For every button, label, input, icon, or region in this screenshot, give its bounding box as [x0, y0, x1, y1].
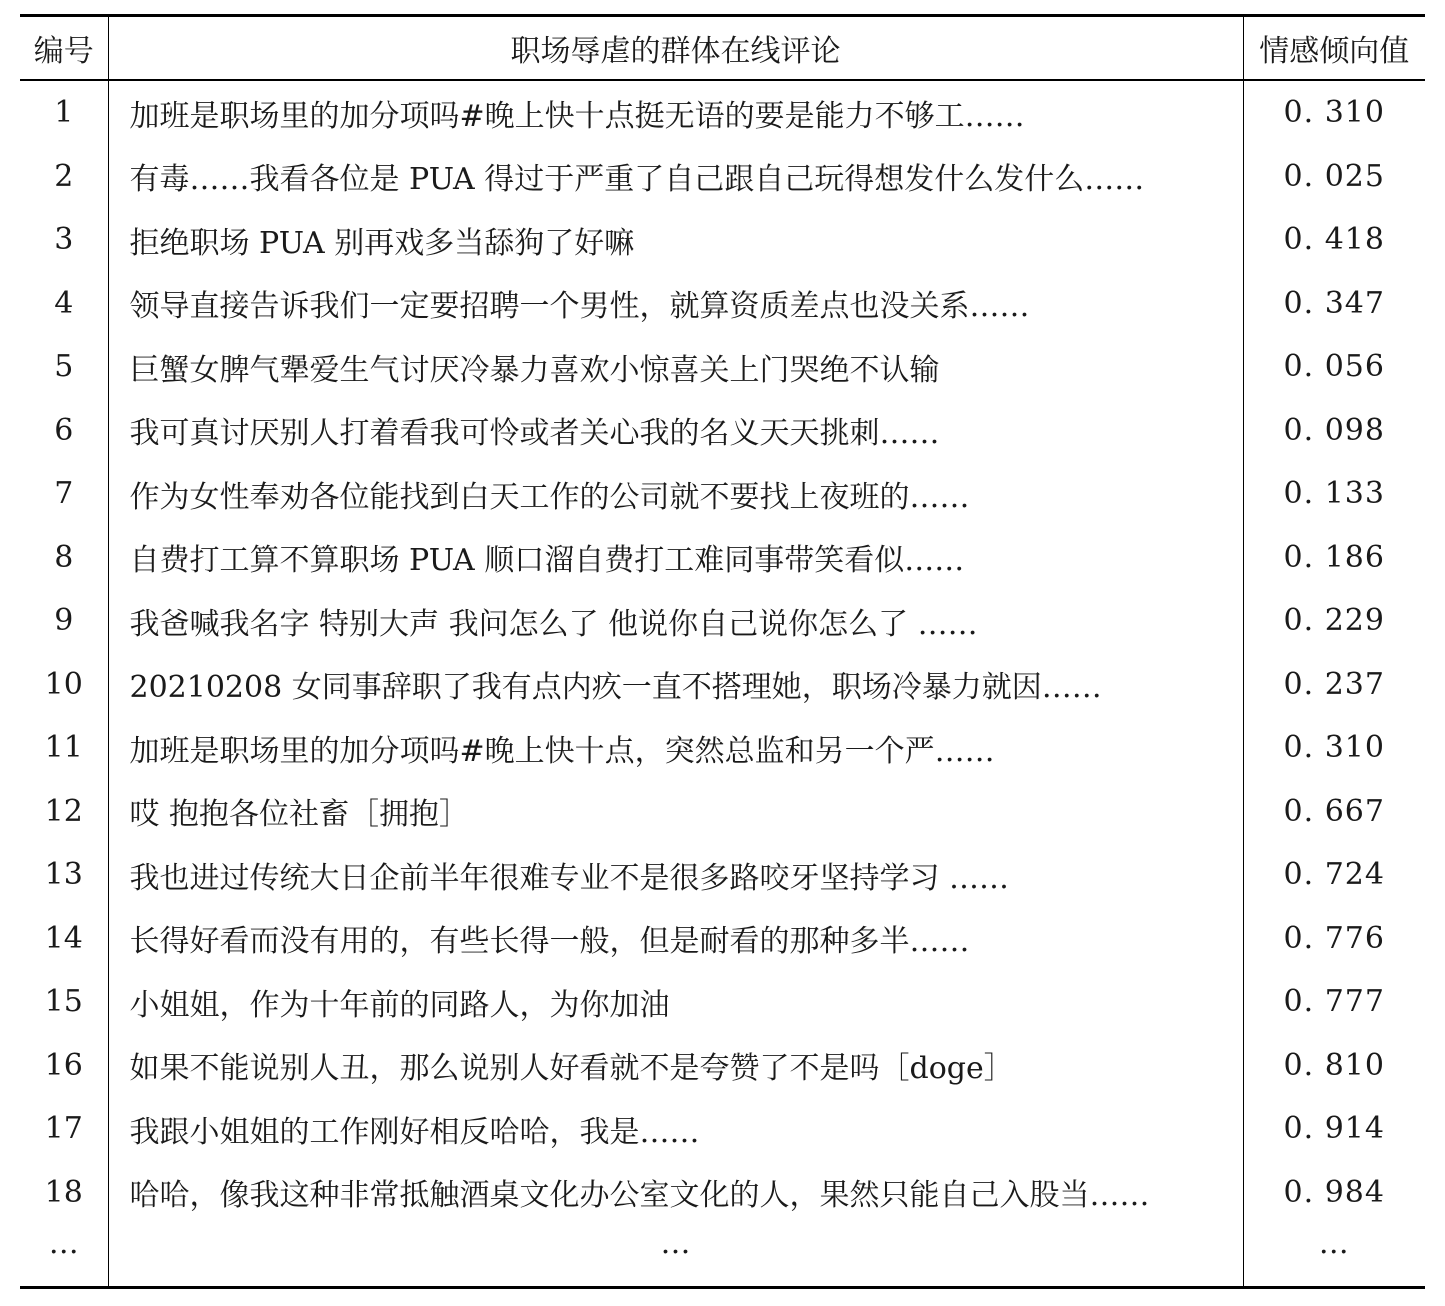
row-score: 0. 186 — [1283, 539, 1385, 575]
table-row — [20, 716, 1425, 780]
header-score: 情感倾向值 — [1259, 34, 1410, 69]
row-id: 18 — [20, 1161, 108, 1225]
row-id: 13 — [20, 843, 108, 907]
table-row-ellipsis — [20, 1224, 1425, 1288]
row-id: 2 — [20, 145, 108, 209]
row-comment: 加班是职场里的加分项吗#晚上快十点，突然总监和另一个严…… — [108, 716, 1243, 780]
table-row — [20, 399, 1425, 463]
row-score: 0. 667 — [1283, 793, 1385, 829]
row-comment-ellipsis: … — [108, 1224, 1243, 1288]
header-id: 编号 — [20, 16, 108, 81]
row-score: 0. 237 — [1283, 666, 1385, 702]
comments-sentiment-table — [20, 14, 1425, 1289]
header-comment: 职场辱虐的群体在线评论 — [108, 16, 1243, 81]
row-score-ellipsis: … — [1318, 1226, 1350, 1261]
table-row — [20, 1097, 1425, 1161]
row-score: 0. 310 — [1283, 95, 1385, 131]
row-comment: 作为女性奉劝各位能找到白天工作的公司就不要找上夜班的…… — [108, 462, 1243, 526]
row-score: 0. 810 — [1283, 1047, 1385, 1083]
row-comment: 哎 抱抱各位社畜［拥抱］ — [108, 780, 1243, 844]
row-id: 8 — [20, 526, 108, 590]
row-comment: 拒绝职场 PUA 别再戏多当舔狗了好嘛 — [108, 208, 1243, 272]
row-score: 0. 984 — [1283, 1174, 1385, 1210]
row-id: 16 — [20, 1034, 108, 1098]
row-id: 6 — [20, 399, 108, 463]
comments-table-container — [20, 14, 1425, 1289]
table-row — [20, 970, 1425, 1034]
table-row — [20, 780, 1425, 844]
row-id: 12 — [20, 780, 108, 844]
table-row — [20, 145, 1425, 209]
row-id: 4 — [20, 272, 108, 336]
row-comment: 巨蟹女脾气犟爱生气讨厌冷暴力喜欢小惊喜关上门哭绝不认输 — [108, 335, 1243, 399]
row-score: 0. 229 — [1283, 603, 1385, 639]
table-row — [20, 1161, 1425, 1225]
row-id-ellipsis: … — [20, 1224, 108, 1288]
row-comment: 20210208 女同事辞职了我有点内疚一直不搭理她，职场冷暴力就因…… — [108, 653, 1243, 717]
row-score: 0. 724 — [1283, 857, 1385, 893]
table-header-row — [20, 16, 1425, 81]
table-row — [20, 1034, 1425, 1098]
row-score: 0. 347 — [1283, 285, 1385, 321]
table-row — [20, 843, 1425, 907]
row-score: 0. 776 — [1283, 920, 1385, 956]
row-id: 11 — [20, 716, 108, 780]
row-comment: 哈哈，像我这种非常抵触酒桌文化办公室文化的人，果然只能自己入股当…… — [108, 1161, 1243, 1225]
table-row — [20, 272, 1425, 336]
row-comment: 我跟小姐姐的工作刚好相反哈哈，我是…… — [108, 1097, 1243, 1161]
row-id: 9 — [20, 589, 108, 653]
row-id: 10 — [20, 653, 108, 717]
row-id: 5 — [20, 335, 108, 399]
row-score: 0. 133 — [1283, 476, 1385, 512]
row-id: 3 — [20, 208, 108, 272]
row-comment: 我爸喊我名字 特别大声 我问怎么了 他说你自己说你怎么了 …… — [108, 589, 1243, 653]
table-row — [20, 589, 1425, 653]
row-comment: 如果不能说别人丑，那么说别人好看就不是夸赞了不是吗［doge］ — [108, 1034, 1243, 1098]
row-id: 17 — [20, 1097, 108, 1161]
table-row — [20, 526, 1425, 590]
table-row — [20, 462, 1425, 526]
row-score: 0. 418 — [1283, 222, 1385, 258]
row-score: 0. 777 — [1283, 984, 1385, 1020]
row-comment: 小姐姐，作为十年前的同路人，为你加油 — [108, 970, 1243, 1034]
row-id: 14 — [20, 907, 108, 971]
row-score: 0. 098 — [1283, 412, 1385, 448]
row-score: 0. 914 — [1283, 1111, 1385, 1147]
row-comment: 我可真讨厌别人打着看我可怜或者关心我的名义天天挑刺…… — [108, 399, 1243, 463]
row-comment: 领导直接告诉我们一定要招聘一个男性，就算资质差点也没关系…… — [108, 272, 1243, 336]
table-row — [20, 335, 1425, 399]
row-id: 15 — [20, 970, 108, 1034]
table-row — [20, 653, 1425, 717]
row-id: 7 — [20, 462, 108, 526]
table-row — [20, 907, 1425, 971]
table-body — [20, 80, 1425, 1288]
table-row — [20, 208, 1425, 272]
row-score: 0. 310 — [1283, 730, 1385, 766]
row-comment: 加班是职场里的加分项吗#晚上快十点挺无语的要是能力不够工…… — [108, 80, 1243, 145]
table-row — [20, 80, 1425, 145]
row-comment: 自费打工算不算职场 PUA 顺口溜自费打工难同事带笑看似…… — [108, 526, 1243, 590]
row-comment: 长得好看而没有用的，有些长得一般，但是耐看的那种多半…… — [108, 907, 1243, 971]
row-comment: 我也进过传统大日企前半年很难专业不是很多路咬牙坚持学习 …… — [108, 843, 1243, 907]
row-score: 0. 025 — [1283, 158, 1385, 194]
row-id: 1 — [20, 80, 108, 145]
row-comment: 有毒……我看各位是 PUA 得过于严重了自己跟自己玩得想发什么发什么…… — [108, 145, 1243, 209]
row-score: 0. 056 — [1283, 349, 1385, 385]
